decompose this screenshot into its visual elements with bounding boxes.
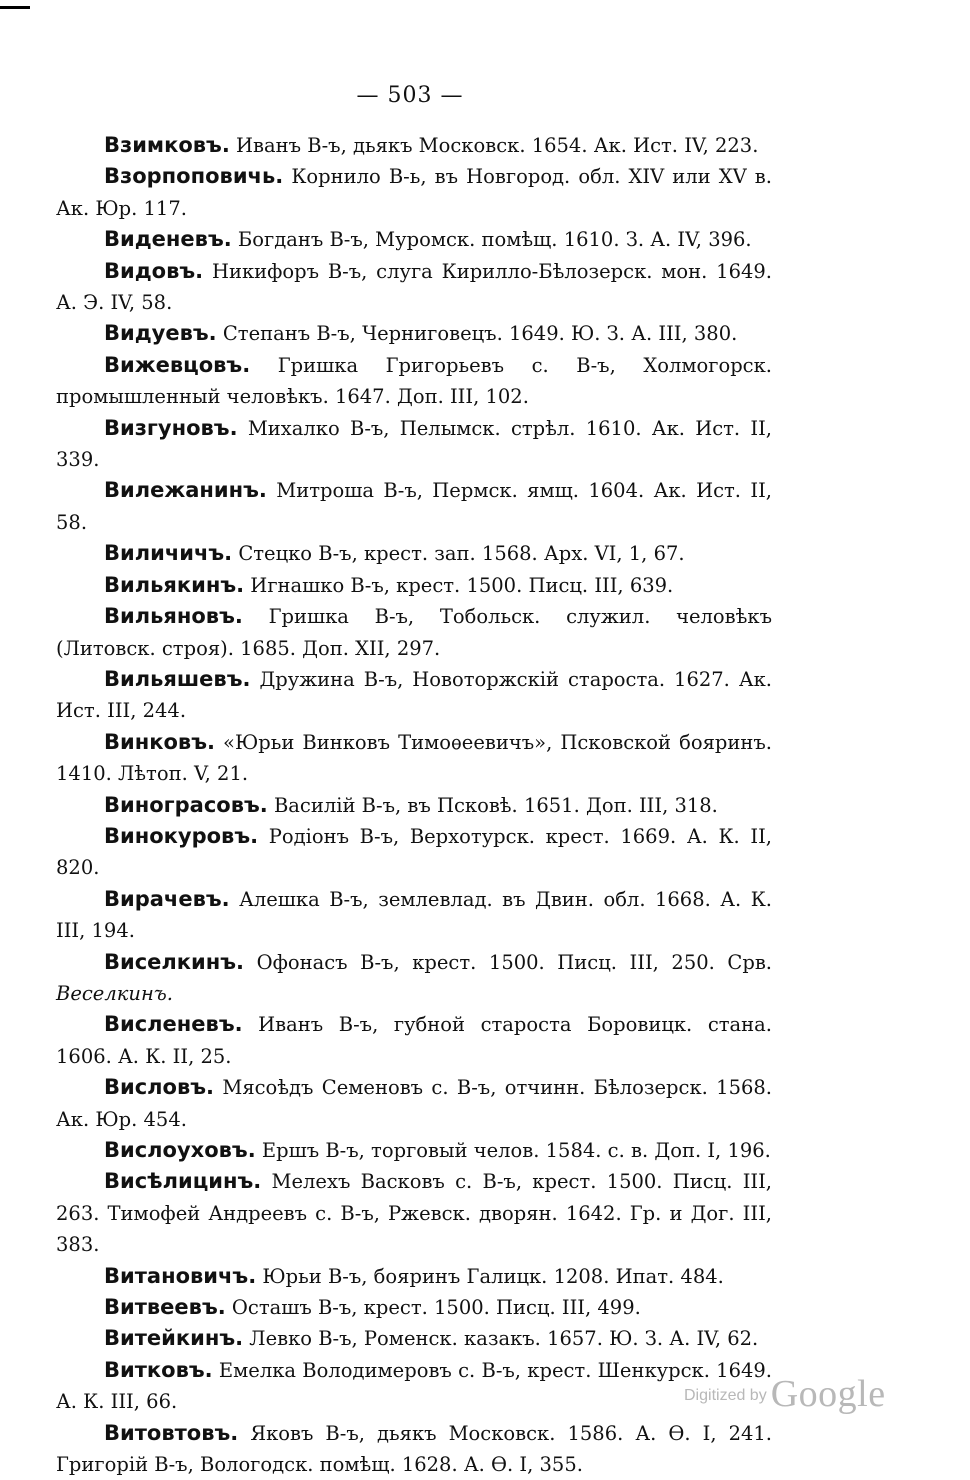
entry-text: Гришка В-ъ, Тобольск. служил. человѣкъ (Литовск. строя). 1685. Доп. XII, 297. — [56, 605, 772, 660]
entry-headword: Витовтовъ. — [104, 1420, 239, 1445]
entry — [56, 538, 772, 569]
entry-headword: Виденевъ. — [104, 227, 232, 252]
entry — [56, 1292, 772, 1323]
entry-headword: Винограсовъ. — [104, 792, 268, 817]
entry-headword: Вильяновъ. — [104, 604, 243, 629]
entry — [56, 1261, 772, 1292]
entry — [56, 1166, 772, 1260]
entry — [56, 161, 772, 224]
entry — [56, 1418, 772, 1480]
entry-text: Михалко В-ъ, Пелымск. стрѣл. 1610. Ак. Ист. II, 339. — [56, 416, 772, 472]
entry-text: «Юрьи Винковъ Тимоѳеевичъ», Псковской бояринъ. 1410. Лѣтоп. V, 21. — [56, 730, 772, 786]
entry — [56, 884, 772, 947]
entry-text: Емелка Володимеровъ с. В-ъ, крест. Шенкурск. 1649. А. К. III, 66. — [56, 1358, 772, 1414]
entry-headword: Виличичъ. — [104, 541, 233, 566]
entry — [56, 256, 772, 319]
entry-text: Богданъ В-ъ, Муромск. помѣщ. 1610. З. А. IV, 396. — [231, 228, 752, 252]
entry-text: Юрьи В-ъ, бояринъ Галицк. 1208. Ипат. 484. — [256, 1264, 724, 1288]
entry-headword: Висленевъ. — [104, 1012, 243, 1037]
entry-headword: Вирачевъ. — [104, 886, 230, 911]
entry — [56, 224, 772, 255]
entry-headword: Вильякинъ. — [104, 572, 245, 597]
entry — [56, 1355, 772, 1418]
entry-headword: Висловъ. — [104, 1075, 215, 1100]
entry-headword: Вижевцовъ. — [104, 352, 251, 377]
entry-headword: Вислоуховъ. — [104, 1138, 256, 1162]
entry-text: Осташъ В-ъ, крест. 1500. Писц. III, 499. — [225, 1296, 641, 1320]
entry-headword: Висѣлицинъ. — [104, 1169, 262, 1194]
entry-headword: Взимковъ. — [104, 133, 230, 157]
entry-text: Алешка В-ъ, землевлад. въ Двин. обл. 1668. А. К. III, 194. — [56, 887, 772, 943]
entry-crossref: Веселкинъ. — [56, 981, 173, 1005]
entry-text: Яковъ В-ъ, дьякъ Московск. 1586. А. Ѳ. I, 241. Григорій В-ъ, Вологодск. помѣщ. 1628. А. Ѳ. I, 355. — [56, 1421, 772, 1477]
entry-headword: Витковъ. — [104, 1357, 213, 1382]
entry — [56, 947, 772, 1010]
entry — [56, 475, 772, 538]
google-logo: Google — [770, 1373, 886, 1415]
entry-text: Василій В-ъ, въ Псковѣ. 1651. Доп. III, 318. — [267, 793, 718, 817]
entry-headword: Видовъ. — [104, 258, 204, 283]
entry — [56, 821, 772, 884]
entry-text: Левко В-ъ, Роменск. казакъ. 1657. Ю. З. А. IV, 62. — [243, 1327, 759, 1351]
entry-text: Корнило В-ь, въ Новгород. обл. XIV или XV в. Ак. Юр. 117. — [56, 165, 772, 220]
entry-text: Иванъ В-ъ, губной староста Боровицк. стана. 1606. А. К. II, 25. — [56, 1013, 772, 1068]
entry — [56, 1135, 772, 1166]
entry-text: Мясоѣдъ Семеновъ с. В-ъ, отчинн. Бѣлозерск. 1568. Ак. Юр. 454. — [56, 1076, 772, 1131]
entry — [56, 1323, 772, 1354]
entry — [56, 130, 772, 161]
entry-text: Офонасъ В-ъ, крест. 1500. Писц. III, 250. Срв. — [244, 950, 772, 974]
entry-headword: Винковъ. — [104, 729, 215, 754]
entry-text: Иванъ В-ъ, дьякъ Московск. 1654. Ак. Ист. IV, 223. — [229, 134, 759, 157]
entry — [56, 1072, 772, 1135]
watermark-small-text: Digitized by — [684, 1387, 767, 1404]
entry — [56, 350, 772, 413]
entry-headword: Взорпоповичь. — [104, 164, 284, 189]
entry — [56, 570, 772, 601]
entry-text: Родіонъ В-ъ, Верхотурск. крест. 1669. А. К. II, 820. — [56, 824, 772, 880]
entry-text: Степанъ В-ъ, Черниговецъ. 1649. Ю. З. А. III, 380. — [216, 322, 738, 346]
edge-mark — [0, 6, 30, 9]
entry — [56, 601, 772, 664]
entry — [56, 1009, 772, 1072]
entry — [56, 664, 772, 727]
entry-text: Мелехъ Васковъ с. В-ъ, крест. 1500. Писц. III, 263. Тимофей Андреевъ с. В-ъ, Ржевск. дворян. 1642. Гр. и Дог. III, 383. — [56, 1170, 772, 1257]
entry-text: Митроша В-ъ, Пермск. ямщ. 1604. Ак. Ист. II, 58. — [56, 479, 772, 534]
entry-headword: Вильяшевъ. — [104, 666, 251, 691]
digitized-watermark — [684, 1372, 886, 1416]
dictionary-entries — [56, 130, 772, 1480]
entry-headword: Видуевъ. — [104, 321, 217, 346]
entry-text: Ершъ В-ъ, торговый челов. 1584. с. в. Доп. I, 196. — [255, 1139, 771, 1162]
entry-text: Гришка Григорьевъ с. В-ъ, Холмогорск. промышленный человѣкъ. 1647. Доп. III, 102. — [56, 353, 772, 409]
entry-text: Игнашко В-ъ, крест. 1500. Писц. III, 639. — [244, 573, 674, 597]
entry-headword: Витановичъ. — [104, 1263, 257, 1288]
entry-headword: Витейкинъ. — [104, 1326, 244, 1351]
entry — [56, 790, 772, 821]
entry-headword: Виселкинъ. — [104, 949, 245, 974]
page-number: — 503 — — [356, 83, 464, 108]
entry — [56, 727, 772, 790]
entry-headword: Винокуровъ. — [104, 823, 259, 848]
entry-headword: Визгуновъ. — [104, 415, 238, 440]
entry-headword: Витвеевъ. — [104, 1295, 226, 1320]
entry-text: Стецко В-ъ, крест. зап. 1568. Арх. VI, 1, 67. — [232, 542, 685, 566]
entry — [56, 413, 772, 476]
entry-headword: Вилежанинъ. — [104, 478, 267, 503]
entry-text: Никифоръ В-ъ, слуга Кирилло-Бѣлозерск. мон. 1649. А. Э. IV, 58. — [56, 259, 772, 315]
entry — [56, 318, 772, 349]
entry-text: Дружина В-ъ, Новоторжскій староста. 1627. Ак. Ист. III, 244. — [56, 667, 772, 723]
